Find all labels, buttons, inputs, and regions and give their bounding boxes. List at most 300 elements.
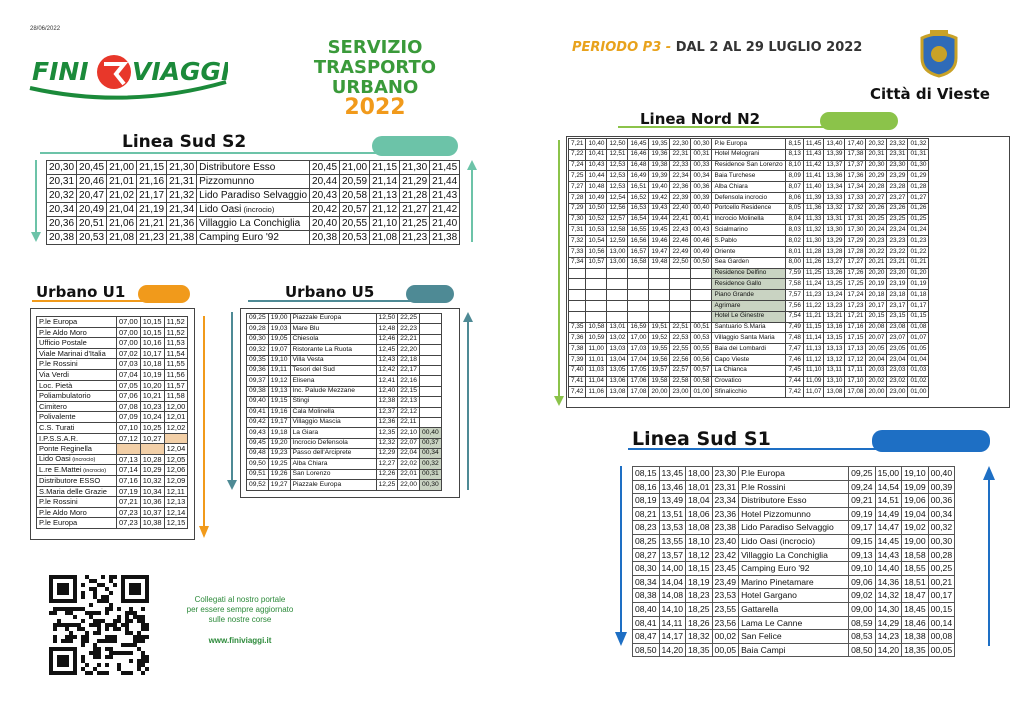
departure-time: 11,06 <box>586 387 607 398</box>
departure-time: 13,08 <box>607 387 628 398</box>
qr-module <box>109 603 113 607</box>
qr-module <box>105 635 109 639</box>
departure-time: 19,05 <box>268 334 290 344</box>
return-time: 23,04 <box>887 354 908 365</box>
website-link[interactable]: www.finiviaggi.it <box>208 636 272 645</box>
qr-module <box>61 639 65 643</box>
qr-module <box>109 647 113 651</box>
stop-name: Villaggio Santa Maria <box>712 333 786 344</box>
departure-time: 22,40 <box>670 203 691 214</box>
return-time: 13,23 <box>824 300 845 311</box>
departure-time: 07,06 <box>117 391 141 402</box>
departure-time: 10,19 <box>140 369 164 380</box>
departure-time: 00,56 <box>691 354 712 365</box>
departure-time: 18,04 <box>686 494 713 508</box>
qr-module <box>101 583 105 587</box>
return-time: 13,12 <box>824 354 845 365</box>
qr-module <box>113 651 117 655</box>
return-time: 7,58 <box>786 279 803 290</box>
departure-time <box>569 268 586 279</box>
return-time: 14,43 <box>875 548 902 562</box>
qr-code[interactable] <box>48 575 150 675</box>
stop-name: San Felice <box>739 630 849 644</box>
return-time: 14,45 <box>875 534 902 548</box>
return-time: 11,24 <box>803 279 824 290</box>
return-time <box>420 345 442 355</box>
departure-time: 19,43 <box>649 203 670 214</box>
table-row <box>247 376 442 386</box>
return-time: 00,40 <box>420 428 442 438</box>
return-time: 7,57 <box>786 290 803 301</box>
return-time: 23,32 <box>887 139 908 150</box>
stop-name: Stingi <box>290 397 376 407</box>
qr-module <box>93 579 97 583</box>
departure-time: 13,45 <box>659 467 686 481</box>
table-row <box>247 324 442 334</box>
table-row <box>247 428 442 438</box>
departure-time: 11,58 <box>164 391 188 402</box>
departure-time: 00,02 <box>712 630 739 644</box>
stop-name: Villaggio Mascia <box>290 417 376 427</box>
departure-time <box>117 444 141 455</box>
departure-time: 10,15 <box>140 327 164 338</box>
departure-time: 18,35 <box>686 643 713 657</box>
qr-module <box>81 583 85 587</box>
departure-time <box>586 279 607 290</box>
return-time: 8,02 <box>786 236 803 247</box>
stop-name: Capo Vieste <box>712 354 786 365</box>
return-time: 7,45 <box>786 365 803 376</box>
return-time: 00,08 <box>928 630 955 644</box>
departure-time: 19,45 <box>649 225 670 236</box>
return-time: 14,30 <box>875 602 902 616</box>
return-time: 01,08 <box>908 322 929 333</box>
qr-module <box>93 587 97 591</box>
departure-time: 7,33 <box>569 246 586 257</box>
return-time: 22,10 <box>398 428 420 438</box>
n2-arrow-down <box>554 140 564 411</box>
stop-name: Distributore ESSO <box>37 475 117 486</box>
return-time: 01,26 <box>908 203 929 214</box>
return-time: 20,43 <box>310 189 340 203</box>
departure-time: 10,23 <box>140 401 164 412</box>
return-time: 11,30 <box>803 236 824 247</box>
portal-note-line-1: Collegati al nostro portale <box>194 595 286 604</box>
departure-time: 16,49 <box>628 171 649 182</box>
u5-title: Urbano U5 <box>285 283 375 301</box>
table-row <box>37 401 188 412</box>
departure-time: 7,41 <box>569 376 586 387</box>
departure-time: 21,02 <box>107 189 137 203</box>
departure-time: 07,09 <box>117 412 141 423</box>
departure-time: 09,40 <box>247 397 269 407</box>
departure-time: 10,17 <box>140 348 164 359</box>
departure-time: 19,13 <box>268 386 290 396</box>
return-time <box>420 407 442 417</box>
stop-name: Lido Oasi (incrocio) <box>197 203 310 217</box>
departure-time: 19,46 <box>649 236 670 247</box>
return-time: 11,09 <box>803 376 824 387</box>
qr-module <box>105 655 109 659</box>
departure-time: 21,36 <box>167 217 197 231</box>
qr-module <box>125 627 129 631</box>
departure-time <box>691 279 712 290</box>
departure-time: 07,23 <box>117 518 141 529</box>
table-row <box>37 412 188 423</box>
return-time: 15,00 <box>875 467 902 481</box>
departure-time: 14,10 <box>659 602 686 616</box>
departure-time: 10,34 <box>140 486 164 497</box>
qr-module <box>141 639 145 643</box>
qr-module <box>85 663 89 667</box>
qr-module <box>105 639 109 643</box>
table-row <box>37 380 188 391</box>
u5-arrow-up <box>462 312 474 495</box>
qr-module <box>137 619 141 623</box>
qr-module <box>73 635 77 639</box>
table-row <box>37 507 188 518</box>
return-time: 12,46 <box>376 334 398 344</box>
return-time: 13,34 <box>824 182 845 193</box>
return-time: 11,25 <box>803 268 824 279</box>
qr-module <box>141 623 145 627</box>
departure-time: 22,49 <box>670 246 691 257</box>
departure-time: 14,17 <box>659 630 686 644</box>
stop-name: P.le Rossini <box>37 359 117 370</box>
departure-time: 07,13 <box>117 454 141 465</box>
departure-time: 21,32 <box>167 189 197 203</box>
departure-time: 13,53 <box>659 521 686 535</box>
return-time: 00,34 <box>420 449 442 459</box>
departure-time <box>164 433 188 444</box>
departure-time: 23,30 <box>712 467 739 481</box>
return-time: 17,15 <box>845 333 866 344</box>
departure-time: 23,31 <box>712 480 739 494</box>
departure-time: 22,41 <box>670 214 691 225</box>
departure-time <box>607 279 628 290</box>
departure-time <box>607 268 628 279</box>
table-row <box>569 333 929 344</box>
return-time: 8,07 <box>786 182 803 193</box>
departure-time <box>569 311 586 322</box>
qr-module <box>97 671 101 675</box>
departure-time: 7,29 <box>569 203 586 214</box>
qr-module <box>129 671 133 675</box>
qr-module <box>53 607 57 611</box>
qr-module <box>93 667 97 671</box>
return-time: 01,28 <box>908 182 929 193</box>
return-time: 17,36 <box>845 171 866 182</box>
return-time: 20,30 <box>866 160 887 171</box>
qr-module <box>81 639 85 643</box>
departure-time: 22,30 <box>670 139 691 150</box>
return-time: 01,21 <box>908 257 929 268</box>
departure-time: 19,26 <box>268 469 290 479</box>
departure-time: 10,32 <box>140 475 164 486</box>
departure-time: 7,35 <box>569 322 586 333</box>
qr-module <box>117 667 121 671</box>
return-time: 20,29 <box>866 171 887 182</box>
qr-module <box>81 607 85 611</box>
city-name: Città di Vieste <box>870 85 990 103</box>
return-time: 21,15 <box>370 161 400 175</box>
return-time: 00,15 <box>928 602 955 616</box>
departure-time: 19,57 <box>649 365 670 376</box>
departure-time: 00,53 <box>691 333 712 344</box>
stop-name: L.re E.Mattei (incrocio) <box>37 465 117 476</box>
departure-time: 19,10 <box>268 355 290 365</box>
qr-module <box>73 607 77 611</box>
return-time: 17,27 <box>845 257 866 268</box>
qr-module <box>105 607 109 611</box>
return-time: 17,21 <box>845 311 866 322</box>
return-time: 21,12 <box>370 203 400 217</box>
return-time: 20,23 <box>866 236 887 247</box>
return-time: 23,05 <box>887 344 908 355</box>
return-time: 12,25 <box>376 480 398 490</box>
qr-module <box>141 627 145 631</box>
departure-time: 19,38 <box>649 160 670 171</box>
qr-module <box>125 619 129 623</box>
stop-name: Passo dell'Arciprete <box>290 449 376 459</box>
qr-module <box>141 655 145 659</box>
departure-time: 07,08 <box>117 401 141 412</box>
qr-module <box>97 631 101 635</box>
return-time: 22,20 <box>398 345 420 355</box>
stop-name: Mare Blu <box>290 324 376 334</box>
departure-time: 08,27 <box>633 548 660 562</box>
departure-time: 7,39 <box>569 354 586 365</box>
table-row <box>569 257 929 268</box>
stop-name: Piazzale Europa <box>290 480 376 490</box>
qr-module <box>105 587 109 591</box>
qr-module <box>125 615 129 619</box>
departure-time: 7,38 <box>569 344 586 355</box>
stop-name: Alba Chiara <box>712 182 786 193</box>
departure-time: 12,02 <box>164 422 188 433</box>
table-row <box>569 139 929 150</box>
return-time <box>420 376 442 386</box>
departure-time: 19,18 <box>268 428 290 438</box>
departure-time: 12,53 <box>607 160 628 171</box>
departure-time: 00,50 <box>691 257 712 268</box>
departure-time: 10,50 <box>586 203 607 214</box>
departure-time: 00,36 <box>691 182 712 193</box>
departure-time: 21,34 <box>167 203 197 217</box>
table-row <box>247 345 442 355</box>
return-time: 12,35 <box>376 428 398 438</box>
stop-name: I.P.S.S.A.R. <box>37 433 117 444</box>
return-time: 23,02 <box>887 376 908 387</box>
service-year: 2022 <box>344 95 406 120</box>
return-time: 23,20 <box>887 268 908 279</box>
return-time: 23,24 <box>887 225 908 236</box>
stop-name: Ristorante La Ruota <box>290 345 376 355</box>
return-time <box>420 397 442 407</box>
qr-module <box>93 595 97 599</box>
qr-module <box>61 607 65 611</box>
departure-time: 19,42 <box>649 192 670 203</box>
departure-time <box>670 311 691 322</box>
return-time: 20,17 <box>866 300 887 311</box>
qr-module <box>117 619 121 623</box>
return-time: 7,44 <box>786 376 803 387</box>
stop-name: Camping Euro '92 <box>197 231 310 245</box>
qr-module <box>89 603 93 607</box>
return-time: 23,22 <box>887 246 908 257</box>
return-time: 17,30 <box>845 225 866 236</box>
return-time: 23,07 <box>887 333 908 344</box>
departure-time: 10,49 <box>586 192 607 203</box>
return-time: 17,32 <box>845 203 866 214</box>
return-time: 01,25 <box>908 214 929 225</box>
s1-table <box>632 466 955 657</box>
return-time: 11,07 <box>803 387 824 398</box>
departure-time: 08,16 <box>633 480 660 494</box>
qr-module <box>125 631 129 635</box>
u5-arrow-down <box>226 312 238 495</box>
table-row <box>569 354 929 365</box>
departure-time: 14,00 <box>659 562 686 576</box>
qr-module <box>85 671 89 675</box>
return-time: 13,26 <box>824 268 845 279</box>
qr-module <box>81 655 85 659</box>
departure-time: 12,05 <box>164 454 188 465</box>
qr-module <box>85 635 89 639</box>
departure-time: 21,01 <box>107 175 137 189</box>
return-time <box>420 334 442 344</box>
qr-module <box>141 607 145 611</box>
departure-time: 13,00 <box>607 246 628 257</box>
table-row <box>47 217 460 231</box>
return-time: 21,45 <box>430 161 460 175</box>
departure-time <box>649 300 670 311</box>
departure-time: 23,34 <box>712 494 739 508</box>
return-time: 18,45 <box>902 602 929 616</box>
stop-name: Pizzomunno <box>197 175 310 189</box>
qr-module <box>141 671 145 675</box>
return-time: 23,21 <box>887 257 908 268</box>
s1-arrow-up <box>982 466 996 651</box>
stop-note: (incrocio) <box>81 467 107 474</box>
return-time: 7,46 <box>786 354 803 365</box>
qr-module <box>65 611 69 615</box>
qr-module <box>137 639 141 643</box>
return-time: 12,45 <box>376 345 398 355</box>
return-time: 11,12 <box>803 354 824 365</box>
departure-time: 10,53 <box>586 225 607 236</box>
departure-time: 14,08 <box>659 589 686 603</box>
return-time: 01,31 <box>908 149 929 160</box>
sud2-table <box>46 160 460 245</box>
table-row <box>37 348 188 359</box>
qr-module <box>137 663 141 667</box>
qr-module <box>145 635 149 639</box>
departure-time: 10,59 <box>586 333 607 344</box>
return-time: 13,11 <box>824 365 845 376</box>
departure-time <box>670 300 691 311</box>
stop-name: Portcello Residence <box>712 203 786 214</box>
departure-time: 23,40 <box>712 534 739 548</box>
qr-module <box>105 663 109 667</box>
return-time: 00,37 <box>420 438 442 448</box>
return-time: 00,14 <box>928 616 955 630</box>
return-time: 20,27 <box>866 192 887 203</box>
stop-name: Marino Pinetamare <box>739 575 849 589</box>
return-time: 01,29 <box>908 171 929 182</box>
qr-module <box>121 671 125 675</box>
return-time: 00,05 <box>928 643 955 657</box>
return-time: 01,30 <box>908 160 929 171</box>
return-time: 20,57 <box>340 203 370 217</box>
departure-time: 22,46 <box>670 236 691 247</box>
return-time: 20,38 <box>310 231 340 245</box>
return-time: 17,37 <box>845 160 866 171</box>
qr-module <box>85 631 89 635</box>
departure-time: 12,04 <box>164 444 188 455</box>
qr-module <box>97 655 101 659</box>
departure-time: 21,21 <box>137 217 167 231</box>
city-crest-icon <box>918 28 960 78</box>
qr-module <box>133 611 137 615</box>
table-row <box>569 344 929 355</box>
return-time: 09,19 <box>849 507 876 521</box>
return-time: 18,47 <box>902 589 929 603</box>
return-time: 00,34 <box>928 507 955 521</box>
departure-time: 22,50 <box>670 257 691 268</box>
departure-time: 12,11 <box>164 486 188 497</box>
table-row <box>37 518 188 529</box>
departure-time: 01,00 <box>691 387 712 398</box>
stop-name: Ufficio Postale <box>37 338 117 349</box>
return-time: 00,30 <box>420 480 442 490</box>
table-row <box>37 475 188 486</box>
table-row <box>37 369 188 380</box>
stop-name: Viale Marinai d'Italia <box>37 348 117 359</box>
stop-name: Baia Campi <box>739 643 849 657</box>
departure-time: 07,00 <box>117 338 141 349</box>
departure-time: 20,51 <box>77 217 107 231</box>
qr-module <box>97 651 101 655</box>
return-time: 23,08 <box>887 322 908 333</box>
return-time: 12,37 <box>376 407 398 417</box>
qr-module <box>73 623 77 627</box>
return-time: 19,02 <box>902 521 929 535</box>
return-time <box>420 324 442 334</box>
departure-time <box>649 268 670 279</box>
return-time: 20,21 <box>866 257 887 268</box>
departure-time: 09,43 <box>247 428 269 438</box>
departure-time: 08,40 <box>633 602 660 616</box>
departure-time: 18,23 <box>686 589 713 603</box>
departure-time: 12,54 <box>607 192 628 203</box>
qr-module <box>129 659 133 663</box>
departure-time: 23,56 <box>712 616 739 630</box>
return-time: 22,13 <box>398 397 420 407</box>
departure-time: 10,27 <box>140 433 164 444</box>
return-time: 19,06 <box>902 494 929 508</box>
table-row <box>37 454 188 465</box>
departure-time: 00,40 <box>691 203 712 214</box>
departure-time: 16,45 <box>628 139 649 150</box>
u1-arrow-down <box>198 316 210 543</box>
departure-time: 7,30 <box>569 214 586 225</box>
stop-name: Scialmarino <box>712 225 786 236</box>
stop-name: S.Pablo <box>712 236 786 247</box>
departure-time: 13,49 <box>659 494 686 508</box>
return-time: 21,28 <box>400 189 430 203</box>
return-time: 11,41 <box>803 171 824 182</box>
